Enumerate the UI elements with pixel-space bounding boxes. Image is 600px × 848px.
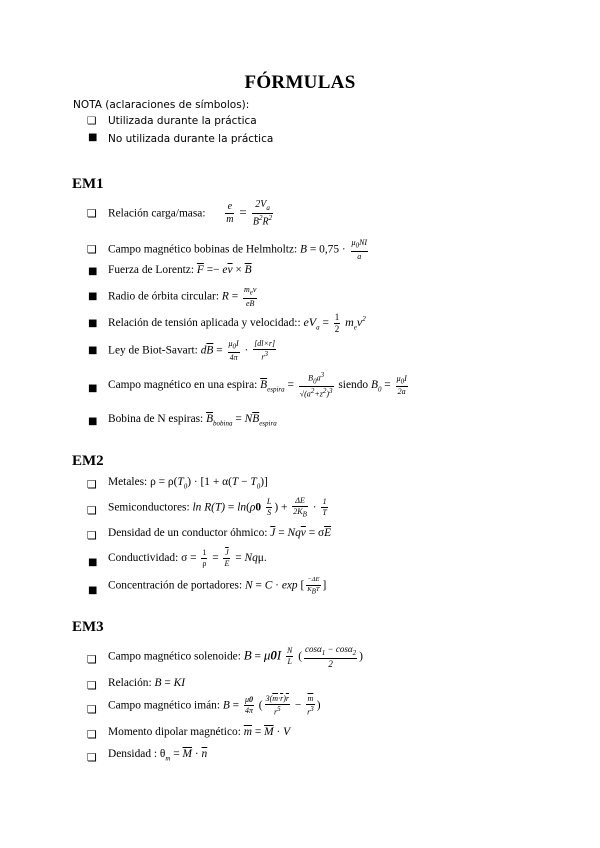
note-used-label: Utilizada durante la práctica	[108, 115, 257, 127]
bullet-used: ❏	[87, 478, 97, 491]
formula-metales: Metales: $\rho = \rho(T_0) \cdot [1 + \alpha(T - T_0)]$	[108, 476, 268, 491]
formula-label: Campo magnético en una espira:	[108, 379, 258, 392]
page-title: FÓRMULAS	[244, 72, 356, 93]
bullet-used: ❏	[87, 679, 97, 692]
formula-radio: Radio de órbita circular: R = $\frac{m_ev}{eB}$	[108, 285, 257, 308]
formula-label: Conductividad:	[108, 552, 179, 565]
formula-label: Ley de Biot-Savart:	[108, 344, 198, 357]
formula-label: Radio de órbita circular:	[108, 290, 220, 303]
bullet-used: ❏	[87, 243, 97, 256]
formula-label: Momento dipolar magnético:	[108, 726, 241, 738]
bullet-unused: ■	[88, 266, 98, 277]
section-em3: EM3	[72, 619, 104, 635]
formula-carga-masa: Relación carga/masa: $\frac{e}{m}$ = $\frac{2V_a}{B^2R^2}$	[108, 199, 273, 228]
bullet-unused: ■	[88, 291, 98, 302]
formula-concentracion: Concentración de portadores: N = C · exp [ $\frac{-\Delta E}{K_BT}$ ]	[108, 576, 327, 595]
note-unused-label: No utilizada durante la práctica	[108, 133, 274, 145]
formula-label: Semiconductores:	[108, 501, 190, 514]
bullet-used: ❏	[87, 703, 97, 716]
formula-label: Densidad de un conductor óhmico:	[108, 527, 268, 539]
section-em2: EM2	[72, 453, 104, 469]
formula-label: Fuerza de Lorentz:	[108, 264, 195, 276]
formula-label: Bobina de N espiras:	[108, 413, 204, 425]
formula-espira: Campo magnético en una espira: $\overline{B}_{espira}$ = $\frac{B_0a^3}{√(a^2+z^2)^3}$ siendo $B_0$ = $\frac{\mu_0I}{2a}$	[108, 371, 407, 399]
formula-label: Campo magnético bobinas de Helmholtz:	[108, 243, 298, 256]
note-unused-bullet: ■	[88, 132, 98, 143]
bullet-used: ❏	[87, 653, 97, 666]
formula-label: Campo magnético imán:	[108, 699, 220, 712]
formula-label: Campo magnético solenoide:	[108, 650, 241, 663]
formula-semiconductores: Semiconductores: ln R(T) = ln(ρ0 $\frac{L}{S}$ ) + $\frac{\Delta E}{2K_B}$ · $\frac{1}{T}$	[108, 496, 327, 519]
formula-label: Relación:	[108, 677, 152, 689]
formula-tension: Relación de tensión aplicada y velocidad:: $eV_a$ = $\frac{1}{2}$ $m_ev^2$	[108, 312, 366, 334]
note-used-bullet: ❏	[87, 115, 97, 127]
formula-solenoide: Campo magnético solenoide: B = μ0I $\frac{N}{L}$ ( $\frac{\cos\alpha_1 - \cos\alpha_2}{2}$ )	[108, 644, 363, 669]
bullet-unused: ■	[88, 345, 98, 356]
formula-biot-savart: Ley de Biot-Savart: $d\overline{B}$ = $\frac{\mu_0I}{4\pi}$ · $\frac{[dl\times r]}{r^3}$	[108, 339, 276, 362]
bullet-unused: ■	[88, 557, 98, 568]
bullet-unused: ■	[88, 318, 98, 329]
formula-iman: Campo magnético imán: B = $\frac{\mu 0}{4\pi}$ ( $\frac{3(\overline{m}\cdot\overline{r})\overline{r}}{r^5}$ − $\frac{\overline{m}}{r^3}$ )	[108, 694, 321, 717]
note-heading: NOTA (aclaraciones de símbolos):	[73, 99, 250, 111]
formula-label: Relación carga/masa:	[108, 207, 206, 220]
bullet-used: ❏	[87, 504, 97, 517]
formula-densidad-magnetica: Densidad : $\theta_m = \overline{M} \cdot \overline{n}$	[108, 748, 208, 763]
formula-conductividad: Conductividad: σ = $\frac{1}{\rho}$ = $\frac{\overline{J}}{E}$ = Nqμ.	[108, 548, 267, 568]
formula-label: Relación de tensión aplicada y velocidad::	[108, 317, 301, 330]
formula-densidad-ohmico: Densidad de un conductor óhmico: $\overline{J} = Nq\overline{v} = \sigma\overline{E}$	[108, 527, 332, 539]
bullet-used: ❏	[87, 529, 97, 542]
formula-label: Concentración de portadores:	[108, 579, 243, 592]
formula-label: Metales:	[108, 476, 148, 488]
bullet-used: ❏	[87, 207, 97, 220]
siendo-label: siendo	[338, 379, 369, 392]
bullet-used: ❏	[87, 728, 97, 741]
bullet-unused: ■	[88, 585, 98, 596]
section-em1: EM1	[72, 176, 104, 192]
formula-helmholtz: Campo magnético bobinas de Helmholtz: B = 0,75 · $\frac{\mu_0NI}{a}$	[108, 238, 368, 261]
bullet-used: ❏	[87, 751, 97, 764]
formula-lorentz: Fuerza de Lorentz: $\overline{F} =- e\overline{v} \times \overline{B}$	[108, 264, 252, 276]
formula-dipolar: Momento dipolar magnético: $\overline{m} = \overline{M} \cdot V$	[108, 726, 291, 738]
bullet-unused: ■	[88, 416, 98, 427]
formula-relacion: Relación: B = KI	[108, 677, 185, 689]
formula-bobina: Bobina de N espiras: $\overline{B}_{bobina} = N\overline{B}_{espira}$	[108, 413, 277, 428]
bullet-unused: ■	[88, 383, 98, 394]
formula-label: Densidad :	[108, 748, 158, 760]
